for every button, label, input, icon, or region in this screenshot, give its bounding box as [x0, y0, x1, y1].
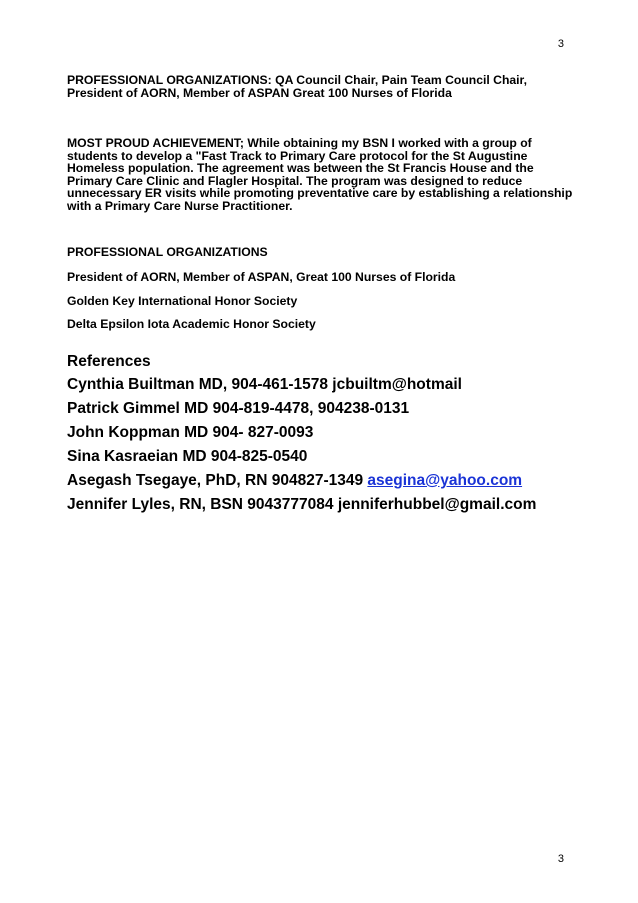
document-body [67, 74, 573, 520]
reference-item: Cynthia Builtman MD, 904-461-1578 jcbuiltm@hotmail [67, 376, 462, 393]
email-link[interactable]: asegina@yahoo.com [367, 472, 523, 489]
reference-item: John Koppman MD 904- 827-0093 [67, 424, 314, 441]
reference-item: Patrick Gimmel MD 904-819-4478, 904238-0131 [67, 400, 410, 417]
reference-item [67, 472, 573, 490]
reference-item: Jennifer Lyles, RN, BSN 9043777084 jenniferhubbel@gmail.com [67, 496, 537, 513]
references-heading: References [67, 353, 151, 370]
organizations-section [67, 245, 573, 331]
reference-item: Sina Kasraeian MD 904-825-0540 [67, 448, 308, 465]
page-number-bottom: 3 [557, 853, 564, 865]
organization-item: Golden Key International Honor Society [67, 293, 298, 308]
reference-text: Asegash Tsegaye, PhD, RN 904827-1349 [67, 472, 368, 489]
organization-item: President of AORN, Member of ASPAN, Great 100 Nurses of Florida [67, 270, 456, 284]
references-section [67, 353, 573, 514]
achievement-paragraph: MOST PROUD ACHIEVEMENT; While obtaining my BSN I worked with a group of students to develop a "Fast Track to Primary Care protocol for the St Augustine Homeless population. The agreement was between the St Francis House and the Primary Care Clinic and Flagler Hospital. The program was designed to reduce unnecessary ER visits while promoting preventative care by establishing a relationship with a Primary Care Nurse Practitioner. [67, 136, 573, 213]
organizations-heading: PROFESSIONAL ORGANIZATIONS [67, 245, 268, 259]
organizations-summary-paragraph: PROFESSIONAL ORGANIZATIONS: QA Council Chair, Pain Team Council Chair, President of AORN, Member of ASPAN Great 100 Nurses of Florida [67, 73, 528, 100]
organization-item: Delta Epsilon Iota Academic Honor Society [67, 317, 316, 331]
page-number-top: 3 [557, 38, 564, 50]
